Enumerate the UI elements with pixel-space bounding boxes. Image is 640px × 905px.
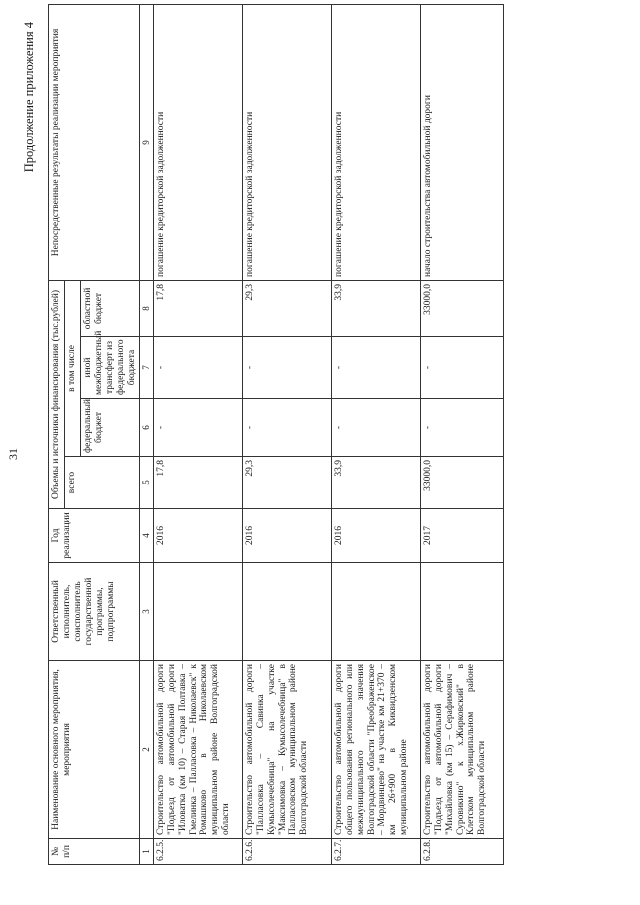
row-regional: 17,8	[153, 280, 242, 336]
header-year: Год реализации	[49, 509, 140, 563]
column-number-row	[140, 4, 153, 864]
header-name: Наименование основного мероприятия, мероприятия	[49, 661, 140, 839]
row-total: 33,9	[331, 457, 420, 509]
column-number: 7	[140, 337, 153, 399]
row-num: 6.2.6.	[242, 839, 331, 865]
row-result: начало строительства автомобильной дороги	[420, 4, 503, 280]
column-number: 8	[140, 280, 153, 336]
column-number: 5	[140, 457, 153, 509]
column-number: 1	[140, 839, 153, 865]
row-federal: -	[242, 399, 331, 457]
row-year: 2016	[331, 509, 420, 563]
row-executor	[242, 563, 331, 661]
row-interbudget: -	[331, 337, 420, 399]
table-row	[242, 4, 331, 864]
row-executor	[331, 563, 420, 661]
header-volumes: Объемы и источники финансирования (тыс.рублей)	[49, 280, 65, 508]
appendix-caption: Продолжение приложения 4	[22, 22, 36, 173]
row-name: Строительство автомобильной дороги "Подъезд от автомобильной дороги "Михайловка (км 15) – Серафимович – Суровикино" к х.Жирковский" в Клетском муниципальном районе Волгоградской области	[420, 661, 503, 839]
row-regional: 29,3	[242, 280, 331, 336]
row-interbudget: -	[420, 337, 503, 399]
row-interbudget: -	[242, 337, 331, 399]
header-total: всего	[64, 457, 140, 509]
row-result: погашение кредиторской задолженности	[153, 4, 242, 280]
row-federal: -	[420, 399, 503, 457]
header-interbudget: иной межбюджетный трансферт из федерального бюджета	[80, 337, 140, 399]
table-row	[153, 4, 242, 864]
row-federal: -	[331, 399, 420, 457]
row-num: 6.2.5.	[153, 839, 242, 865]
header-num: № п/п	[49, 839, 140, 865]
row-name: Строительство автомобильной дороги "Подъезд от автомобильной дороги "Иловатка (км 10) – Старая Полтавка – Гмелинка – Палласовка – Николаевск" к Ромашково в Николаевском муниципальном районе Волгоградской области	[153, 661, 242, 839]
row-name: Строительство автомобильной дороги "Палласовка – Савинка – Кумысолечебница" на участке "Максимовка – Кумысолечебница" в Палласовском муниципальном районе Волгоградской области	[242, 661, 331, 839]
table-row	[420, 4, 503, 864]
column-number: 9	[140, 4, 153, 280]
row-total: 17,8	[153, 457, 242, 509]
row-federal: -	[153, 399, 242, 457]
header-regional: областной бюджет	[80, 280, 140, 336]
row-result: погашение кредиторской задолженности	[242, 4, 331, 280]
funding-table	[48, 4, 504, 865]
row-num: 6.2.8.	[420, 839, 503, 865]
row-regional: 33000,0	[420, 280, 503, 336]
row-total: 33000,0	[420, 457, 503, 509]
row-year: 2016	[242, 509, 331, 563]
header-results: Непосредственные результаты реализации мероприятия	[49, 4, 140, 280]
row-executor	[153, 563, 242, 661]
column-number: 6	[140, 399, 153, 457]
row-total: 29,3	[242, 457, 331, 509]
row-regional: 33,9	[331, 280, 420, 336]
header-including: в том числе	[64, 280, 80, 456]
column-number: 3	[140, 563, 153, 661]
row-executor	[420, 563, 503, 661]
row-result: погашение кредиторской задолженности	[331, 4, 420, 280]
row-year: 2017	[420, 509, 503, 563]
row-num: 6.2.7.	[331, 839, 420, 865]
header-executor: Ответственный исполнитель, соисполнитель государственной программы, подпрограммы	[49, 563, 140, 661]
row-interbudget: -	[153, 337, 242, 399]
header-federal: федеральный бюджет	[80, 399, 140, 457]
page-number: 31	[6, 448, 20, 460]
column-number: 4	[140, 509, 153, 563]
column-number: 2	[140, 661, 153, 839]
table-row	[331, 4, 420, 864]
row-year: 2016	[153, 509, 242, 563]
row-name: Строительство автомобильной дороги общего пользования регионального или межмуниципального значения Волгоградской области "Преображенское – Мордвинцево" на участке км 21+370 – км 26+900 в Киквидзенском муниципальном районе	[331, 661, 420, 839]
